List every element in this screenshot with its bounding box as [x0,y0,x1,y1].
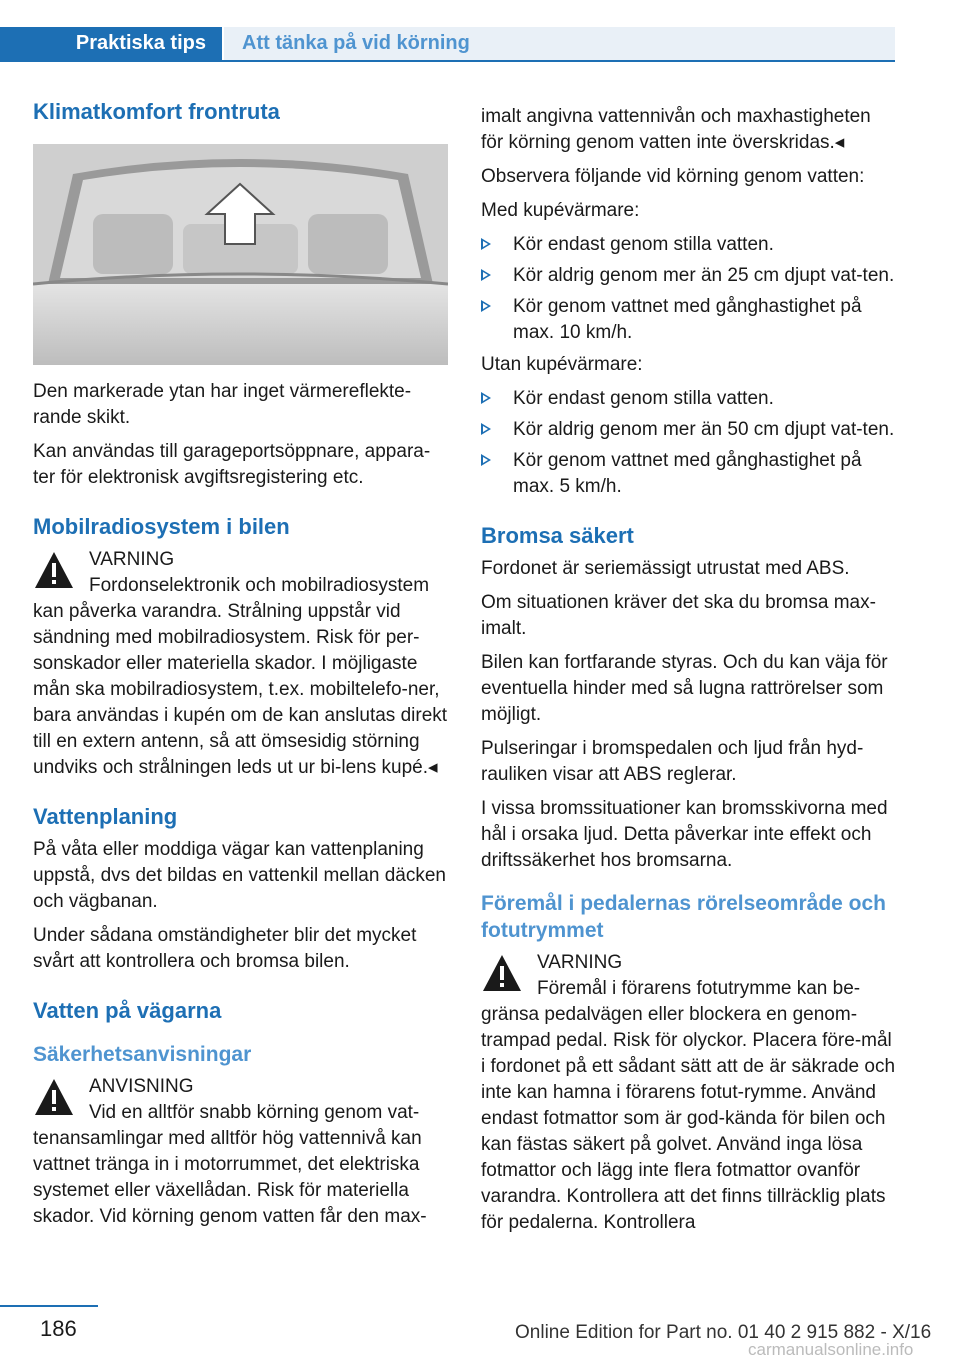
list-item: Kör genom vattnet med gånghastighet på max. 10 km/h. [481,294,896,346]
watermark: carmanualsonline.info [748,1340,914,1359]
warning-block [33,547,448,781]
right-column [481,104,896,1244]
paragraph: Bilen kan fortfarande styras. Och du kan väja för eventuella hinder med så lugna rattrörelser som möjligt. [481,652,888,725]
notice-label: ANVISNING [89,1076,194,1097]
paragraph: På våta eller moddiga vägar kan vattenplaning uppstå, dvs det bildas en vattenkil mellan däcken och vägbanan. [33,839,446,912]
warning-triangle-icon [481,952,523,994]
triangle-bullet-icon [481,454,491,466]
section-tab-praktiska-tips[interactable]: Praktiska tips [0,27,222,60]
triangle-bullet-icon [481,423,491,435]
triangle-bullet-icon [481,238,491,250]
list-med-kupevarmare [481,232,896,346]
warning-label: VARNING [537,952,623,973]
section-tab-att-tanka[interactable]: Att tänka på vid körning [224,27,895,60]
list-utan-kupevarmare [481,386,896,500]
paragraph: I vissa bromssituationer kan bromsskivorna med hål i orsaka ljud. Detta påverkar inte effekt och driftssäkerhet hos bromsarna. [481,798,888,871]
paragraph: imalt angivna vattennivån och maxhastigheten för körning genom vatten inte överskridas.◂ [481,106,871,153]
paragraph: Kan användas till garageportsöppnare, appara-ter för elektronisk avgiftsregistering etc. [33,441,431,488]
page-number: 186 [40,1316,77,1341]
list-item: Kör aldrig genom mer än 50 cm djupt vat-ten. [481,417,896,443]
warning-text: Fordonselektronik och mobilradiosystem kan påverka varandra. Strålning uppstår vid sändning med mobilradiosystem. Risk för per-sonskador eller materiella skador. I möjligaste mån ska mobilradiosystem, t.ex. mobiltelefo-ner, bara användas i kupén om de kan anslutas direkt till en extern antenn, så att ömsesidig störning undviks och strålningen leds ut ur bi-lens kupé.◂ [33,575,448,778]
paragraph: Om situationen kräver det ska du bromsa max-imalt. [481,592,876,639]
list-item: Kör aldrig genom mer än 25 cm djupt vat-ten. [481,263,896,289]
warning-block [481,950,896,1236]
list-item: Kör endast genom stilla vatten. [481,386,896,412]
notice-block [33,1074,448,1230]
warning-triangle-icon [33,549,75,591]
edition-text: Online Edition for Part no. 01 40 2 915 882 - X/16 [515,1322,932,1343]
notice-text: Vid en alltför snabb körning genom vat-tenansamlingar med alltför hög vattennivå kan vattnet tränga in i motorrummet, det elektriska systemet eller växellådan. Risk för materiella skador. Vid körning genom vatten får den max- [33,1102,427,1227]
triangle-bullet-icon [481,300,491,312]
heading-foremal: Föremål i pedalernas rörelseområde och fotutrymmet [481,892,886,942]
header-rule [0,60,895,62]
paragraph: Pulseringar i bromspedalen och ljud från hyd-rauliken visar att ABS reglerar. [481,738,864,785]
heading-vattenplaning: Vattenplaning [33,804,178,829]
triangle-bullet-icon [481,269,491,281]
heading-klimatkomfort: Klimatkomfort frontruta [33,99,280,124]
left-column [33,98,448,1238]
paragraph: Utan kupévärmare: [481,354,643,375]
warning-triangle-icon [33,1076,75,1118]
heading-mobilradio: Mobilradiosystem i bilen [33,514,290,539]
warning-text: Föremål i förarens fotutrymme kan be-gränsa pedalvägen eller blockera en genom-trampad pedal. Risk för olyckor. Placera före-mål i fordonet på ett sådant sätt att de är säkrade och inte kan hamna i förarens fotut-rymme. Använd endast fotmattor som är god-kända för bilen och kan fästas säkert på golvet. Använd inga lösa fotmattor och lägg inte flera fotmattor ovanför varandra. Kontrollera att det finns tillräcklig plats för pedalerna. Kontrollera [481,978,896,1233]
footer-rule [0,1305,98,1307]
paragraph: Fordonet är seriemässigt utrustat med ABS. [481,558,850,579]
list-item: Kör genom vattnet med gånghastighet på max. 5 km/h. [481,448,896,500]
windshield-photo [33,144,448,365]
heading-sakerhetsanvisningar: Säkerhetsanvisningar [33,1043,252,1066]
paragraph: Den markerade ytan har inget värmereflekte-rande skikt. [33,381,412,428]
list-item: Kör endast genom stilla vatten. [481,232,896,258]
heading-vatten-pa-vagarna: Vatten på vägarna [33,998,222,1023]
paragraph: Under sådana omständigheter blir det mycket svårt att kontrollera och bromsa bilen. [33,925,417,972]
heading-bromsa-sakert: Bromsa säkert [481,523,634,548]
warning-label: VARNING [89,549,175,570]
triangle-bullet-icon [481,392,491,404]
page-header [0,0,895,62]
paragraph: Observera följande vid körning genom vatten: [481,166,865,187]
paragraph: Med kupévärmare: [481,200,640,221]
